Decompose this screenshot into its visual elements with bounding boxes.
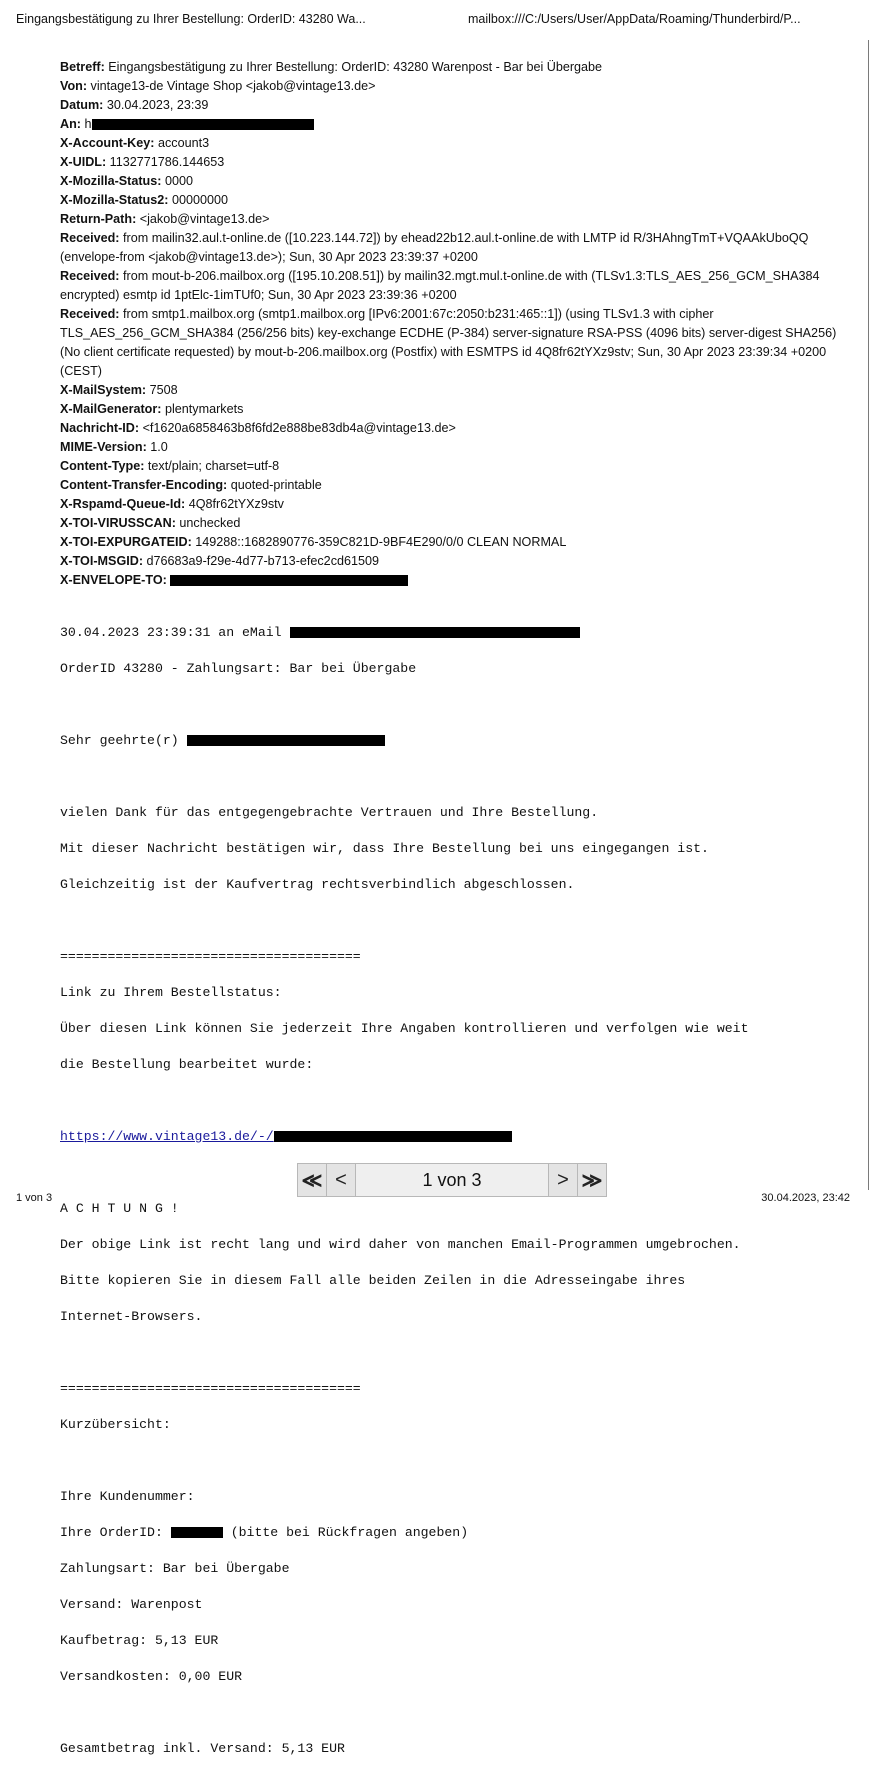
body-separator: ====================================== bbox=[60, 1381, 361, 1396]
header-mailgenerator: X-MailGenerator: plentymarkets bbox=[60, 402, 244, 416]
body-summary-title: Kurzübersicht: bbox=[60, 1417, 171, 1432]
header-subject: Betreff: Eingangsbestätigung zu Ihrer Bestellung: OrderID: 43280 Warenpost - Bar bei Übergabe bbox=[60, 60, 603, 74]
redaction-bar bbox=[170, 575, 408, 586]
header-mime-version: MIME-Version: 1.0 bbox=[60, 440, 168, 454]
body-separator: ====================================== bbox=[60, 949, 361, 964]
header-mailsystem: X-MailSystem: 7508 bbox=[60, 383, 178, 397]
redaction-bar bbox=[274, 1131, 512, 1142]
body-attention-3: Internet-Browsers. bbox=[60, 1309, 203, 1324]
header-mozilla-status: X-Mozilla-Status: 0000 bbox=[60, 174, 193, 188]
body-shipping: Versand: Warenpost bbox=[60, 1597, 203, 1612]
header-from: Von: vintage13-de Vintage Shop <jakob@vintage13.de> bbox=[60, 79, 376, 93]
print-header bbox=[16, 12, 860, 30]
header-message-id: Nachricht-ID: <f1620a6858463b8f6fd2e888be83db4a@vintage13.de> bbox=[60, 421, 456, 435]
redaction-bar bbox=[187, 735, 385, 746]
body-greeting: Sehr geehrte(r) bbox=[60, 732, 860, 750]
footer-print-date: 30.04.2023, 23:42 bbox=[761, 1192, 850, 1204]
redaction-bar bbox=[92, 119, 314, 130]
body-line-date: 30.04.2023 23:39:31 an eMail bbox=[60, 624, 860, 642]
page-edge bbox=[868, 40, 869, 1190]
body-customer-no: Ihre Kundenummer: bbox=[60, 1489, 195, 1504]
body-shipping-cost: Versandkosten: 0,00 EUR bbox=[60, 1669, 243, 1684]
body-attention-1: Der obige Link ist recht lang und wird daher von manchen Email-Programmen umgebrochen. bbox=[60, 1237, 741, 1252]
email-headers bbox=[60, 58, 860, 590]
last-page-button[interactable]: ≫ bbox=[577, 1164, 606, 1196]
header-received-2: Received: from mout-b-206.mailbox.org ([195.10.208.51]) by mailin32.mgt.mul.t-online.de with (TLSv1.3:TLS_AES_256_GCM_SHA384 encrypted) esmtp id 1ptElc-1imTUf0; Sun, 30 Apr 2023 23:39:36 +0200 bbox=[60, 269, 820, 302]
redaction-bar bbox=[171, 1527, 223, 1538]
body-payment: Zahlungsart: Bar bei Übergabe bbox=[60, 1561, 290, 1576]
body-attention-2: Bitte kopieren Sie in diesem Fall alle beiden Zeilen in die Adresseingabe ihres bbox=[60, 1273, 686, 1288]
header-msgid: X-TOI-MSGID: d76683a9-f29e-4d77-b713-efec2cd61509 bbox=[60, 554, 380, 568]
print-header-path: mailbox:///C:/Users/User/AppData/Roaming/Thunderbird/P... bbox=[468, 12, 801, 26]
body-status-1: Über diesen Link können Sie jederzeit Ihre Angaben kontrollieren und verfolgen wie weit bbox=[60, 1021, 749, 1036]
body-thanks-1: vielen Dank für das entgegengebrachte Vertrauen und Ihre Bestellung. bbox=[60, 805, 599, 820]
first-page-button[interactable]: ≪ bbox=[298, 1164, 327, 1196]
header-uidl: X-UIDL: 1132771786.144653 bbox=[60, 155, 225, 169]
header-rspamd-queue-id: X-Rspamd-Queue-Id: 4Q8fr62tYXz9stv bbox=[60, 497, 284, 511]
body-thanks-3: Gleichzeitig ist der Kaufvertrag rechtsverbindlich abgeschlossen. bbox=[60, 877, 575, 892]
body-total: Gesamtbetrag inkl. Versand: 5,13 EUR bbox=[60, 1741, 345, 1756]
header-return-path: Return-Path: <jakob@vintage13.de> bbox=[60, 212, 270, 226]
header-received-3: Received: from smtp1.mailbox.org (smtp1.mailbox.org [IPv6:2001:67c:2050:b231:465::1]) (using TLSv1.3 with cipher TLS_AES_256_GCM_SHA384 (256/256 bits) key-exchange ECDHE (P-384) server-signature RSA-PSS (4096 bits) server-digest SHA256) (No client certificate requested) by mout-b-206.mailbox.org (Postfix) with ESMTPS id 4Q8fr62tYXz9stv; Sun, 30 Apr 2023 23:39:34 +0200 (CEST) bbox=[60, 307, 837, 378]
header-transfer-encoding: Content-Transfer-Encoding: quoted-printable bbox=[60, 478, 322, 492]
footer-page-count: 1 von 3 bbox=[16, 1192, 53, 1204]
body-attention: A C H T U N G ! bbox=[60, 1201, 179, 1216]
body-status-2: die Bestellung bearbeitet wurde: bbox=[60, 1057, 314, 1072]
body-line-order: OrderID 43280 - Zahlungsart: Bar bei Übergabe bbox=[60, 661, 417, 676]
header-content-type: Content-Type: text/plain; charset=utf-8 bbox=[60, 459, 280, 473]
header-envelope-to: X-ENVELOPE-TO: bbox=[60, 571, 860, 590]
redaction-bar bbox=[290, 627, 580, 638]
header-expurgateid: X-TOI-EXPURGATEID: 149288::1682890776-359C821D-9BF4E290/0/0 CLEAN NORMAL bbox=[60, 535, 567, 549]
body-status-title: Link zu Ihrem Bestellstatus: bbox=[60, 985, 282, 1000]
body-price: Kaufbetrag: 5,13 EUR bbox=[60, 1633, 219, 1648]
header-received-1: Received: from mailin32.aul.t-online.de ([10.223.144.72]) by ehead22b12.aul.t-online.de with LMTP id R/3HAhngTmT+VQAAkUboQQ (envelope-from <jakob@vintage13.de>); Sun, 30 Apr 2023 23:39:37 +0200 bbox=[60, 231, 809, 264]
header-virusscan: X-TOI-VIRUSSCAN: unchecked bbox=[60, 516, 241, 530]
header-account-key: X-Account-Key: account3 bbox=[60, 136, 210, 150]
previous-page-button[interactable]: < bbox=[327, 1164, 356, 1196]
header-date: Datum: 30.04.2023, 23:39 bbox=[60, 98, 209, 112]
next-page-button[interactable]: > bbox=[548, 1164, 577, 1196]
order-status-link[interactable]: https://www.vintage13.de/-/ bbox=[60, 1129, 274, 1144]
body-status-link-line bbox=[60, 1128, 860, 1146]
body-thanks-2: Mit dieser Nachricht bestätigen wir, dass Ihre Bestellung bei uns eingegangen ist. bbox=[60, 841, 709, 856]
print-header-title: Eingangsbestätigung zu Ihrer Bestellung: OrderID: 43280 Wa... bbox=[16, 12, 366, 26]
header-to: An: h bbox=[60, 115, 860, 134]
page-indicator: 1 von 3 bbox=[356, 1164, 548, 1196]
body-order-id: Ihre OrderID: (bitte bei Rückfragen angeben) bbox=[60, 1525, 469, 1540]
header-mozilla-status2: X-Mozilla-Status2: 00000000 bbox=[60, 193, 229, 207]
page-navigation-bar bbox=[297, 1163, 607, 1197]
